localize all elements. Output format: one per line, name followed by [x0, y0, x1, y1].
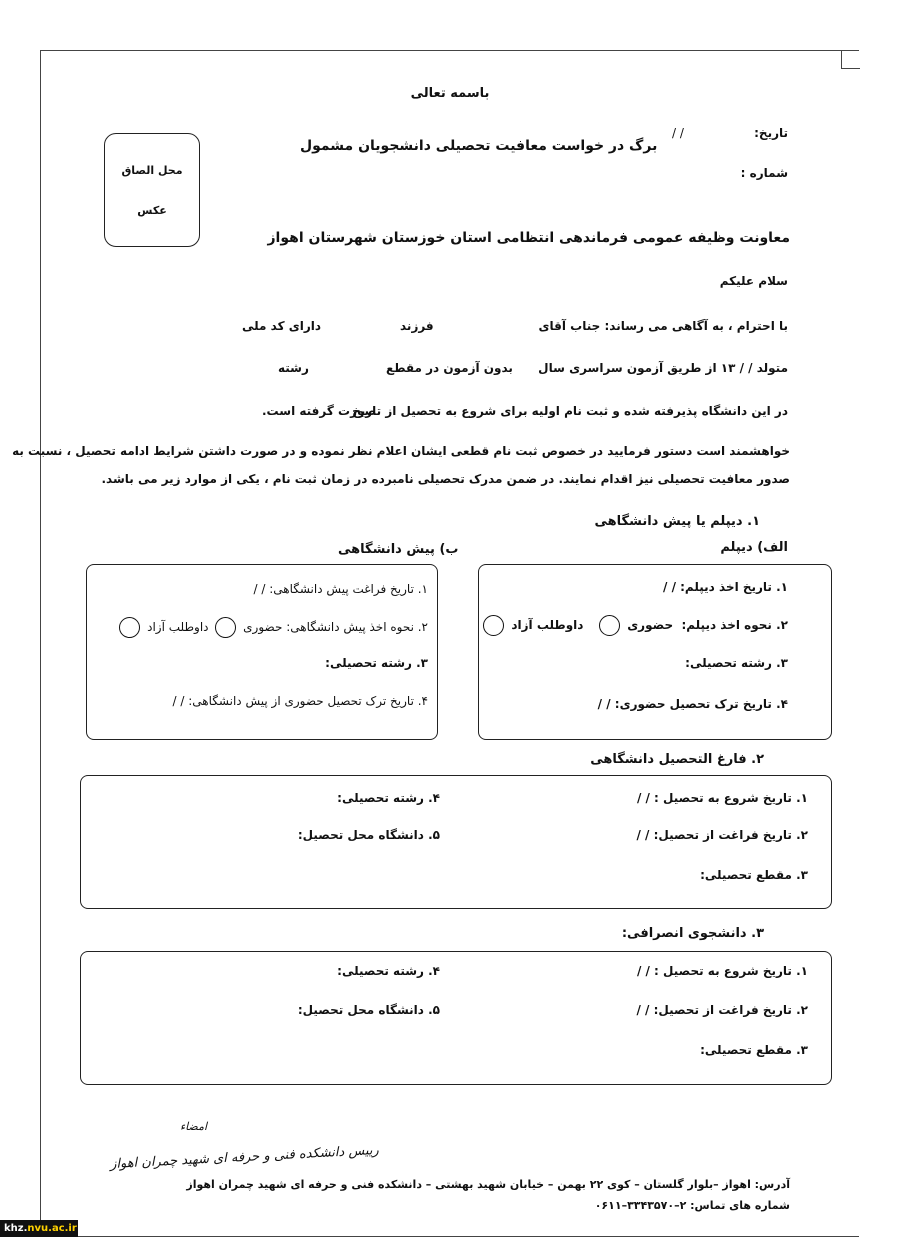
basmala: باسمه تعالی — [410, 86, 490, 101]
body-line1-a: با احترام ، به آگاهی می رساند: جناب آقای — [538, 319, 788, 333]
signature-label: امضاء — [180, 1120, 208, 1133]
diploma-item-4: ۴. تاریخ ترک تحصیل حضوری: / / — [597, 697, 788, 711]
footer-address: آدرس: اهواز –بلوار گلستان – کوی ۲۲ بهمن – خیابان شهید بهشتی – دانشکده فنی و حرفه ای شهید چمران اهواز — [186, 1178, 790, 1191]
recipient-title: معاونت وظیفه عمومی فرماندهی انتظامی استان خوزستان شهرستان اهواز — [267, 230, 790, 246]
body-line3-b: صورت گرفته است. — [262, 404, 377, 418]
section3-item-4: ۴. رشته تحصیلی: — [337, 964, 440, 978]
preuni-title: ب) پیش دانشگاهی — [338, 542, 459, 557]
number-label: شماره : — [740, 166, 788, 180]
section2-item-2: ۲. تاریخ فراغت از تحصیل: / / — [636, 828, 808, 842]
diploma-title: الف) دیپلم — [720, 540, 788, 555]
greeting: سلام علیکم — [719, 274, 788, 288]
section2-item-3: ۳. مقطع تحصیلی: — [700, 868, 808, 882]
signature-text: رییس دانشکده فنی و حرفه ای شهید چمران اهواز — [109, 1142, 380, 1173]
section3-item-3: ۳. مقطع تحصیلی: — [700, 1043, 808, 1057]
preuni-free-label: داوطلب آزاد — [147, 620, 209, 634]
body-paragraph-2: صدور معافیت تحصیلی نیز اقدام نمایند. در ضمن مدرک تحصیلی نامبرده در زمان ثبت نام ، یکی از موارد زیر می باشد. — [101, 472, 790, 486]
page-corner-fold — [841, 50, 860, 69]
form-title: برگ در خواست معافیت تحصیلی دانشجویان مشمول — [300, 138, 658, 154]
body-line2-b: بدون آزمون در مقطع — [386, 361, 513, 375]
section3-item-5: ۵. دانشگاه محل تحصیل: — [297, 1003, 440, 1017]
preuni-item-3: ۳. رشته تحصیلی: — [325, 656, 428, 670]
body-line2-c: رشته — [278, 361, 309, 375]
diploma-attend-radio[interactable] — [599, 615, 620, 636]
preuni-free-radio[interactable] — [119, 617, 140, 638]
watermark-part-1: khz. — [4, 1223, 28, 1234]
body-line3-a: در این دانشگاه پذیرفته شده و ثبت نام اولیه برای شروع به تحصیل از تاریخ — [352, 404, 788, 418]
diploma-item-1: ۱. تاریخ اخذ دیپلم: / / — [663, 580, 788, 594]
preuni-item-4: ۴. تاریخ ترک تحصیل حضوری از پیش دانشگاهی: / / — [172, 694, 428, 708]
photo-label-2: عکس — [137, 204, 167, 217]
body-line1-b: فرزند — [400, 319, 434, 333]
section1-title: ۱. دیپلم یا پیش دانشگاهی — [594, 514, 760, 529]
preuni-item-2 — [116, 617, 428, 638]
section3-title: ۳. دانشجوی انصرافی: — [621, 926, 764, 941]
photo-label-1: محل الصاق — [121, 164, 183, 177]
diploma-free-label: داوطلب آزاد — [511, 618, 584, 632]
section2-item-4: ۴. رشته تحصیلی: — [337, 791, 440, 805]
diploma-item-2 — [480, 615, 788, 636]
preuni-attend-label: حضوری — [243, 620, 283, 634]
diploma-item-2-label: ۲. نحوه اخذ دیپلم: — [681, 618, 788, 632]
date-value: / / — [672, 126, 684, 140]
date-label: تاریخ: — [754, 126, 788, 140]
section3-item-1: ۱. تاریخ شروع به تحصیل : / / — [636, 964, 808, 978]
section2-item-5: ۵. دانشگاه محل تحصیل: — [297, 828, 440, 842]
photo-placeholder — [104, 133, 200, 247]
diploma-item-3: ۳. رشته تحصیلی: — [685, 656, 788, 670]
body-line2-a: متولد / / ۱۳ از طریق آزمون سراسری سال — [538, 361, 788, 375]
section2-item-1: ۱. تاریخ شروع به تحصیل : / / — [636, 791, 808, 805]
section3-item-2: ۲. تاریخ فراغت از تحصیل: / / — [636, 1003, 808, 1017]
watermark-part-2: nvu.ac.ir — [27, 1223, 77, 1234]
diploma-free-radio[interactable] — [483, 615, 504, 636]
preuni-item-1: ۱. تاریخ فراغت پیش دانشگاهی: / / — [253, 582, 428, 596]
website-watermark — [0, 1220, 78, 1237]
body-line1-c: دارای کد ملی — [242, 319, 322, 333]
diploma-attend-label: حضوری — [627, 618, 674, 632]
preuni-item-2-label: ۲. نحوه اخذ پیش دانشگاهی: — [286, 620, 428, 634]
body-paragraph-1: خواهشمند است دستور فرمایید در خصوص ثبت نام قطعی ایشان اعلام نظر نموده و در صورت داشتن شرایط ادامه تحصیل ، نسبت به — [12, 444, 790, 458]
footer-phone: شماره های تماس: ۲–۳۳۴۳۵۷۰–۰۶۱۱ — [594, 1199, 790, 1212]
preuni-attend-radio[interactable] — [215, 617, 236, 638]
section2-title: ۲. فارغ التحصیل دانشگاهی — [590, 752, 764, 767]
